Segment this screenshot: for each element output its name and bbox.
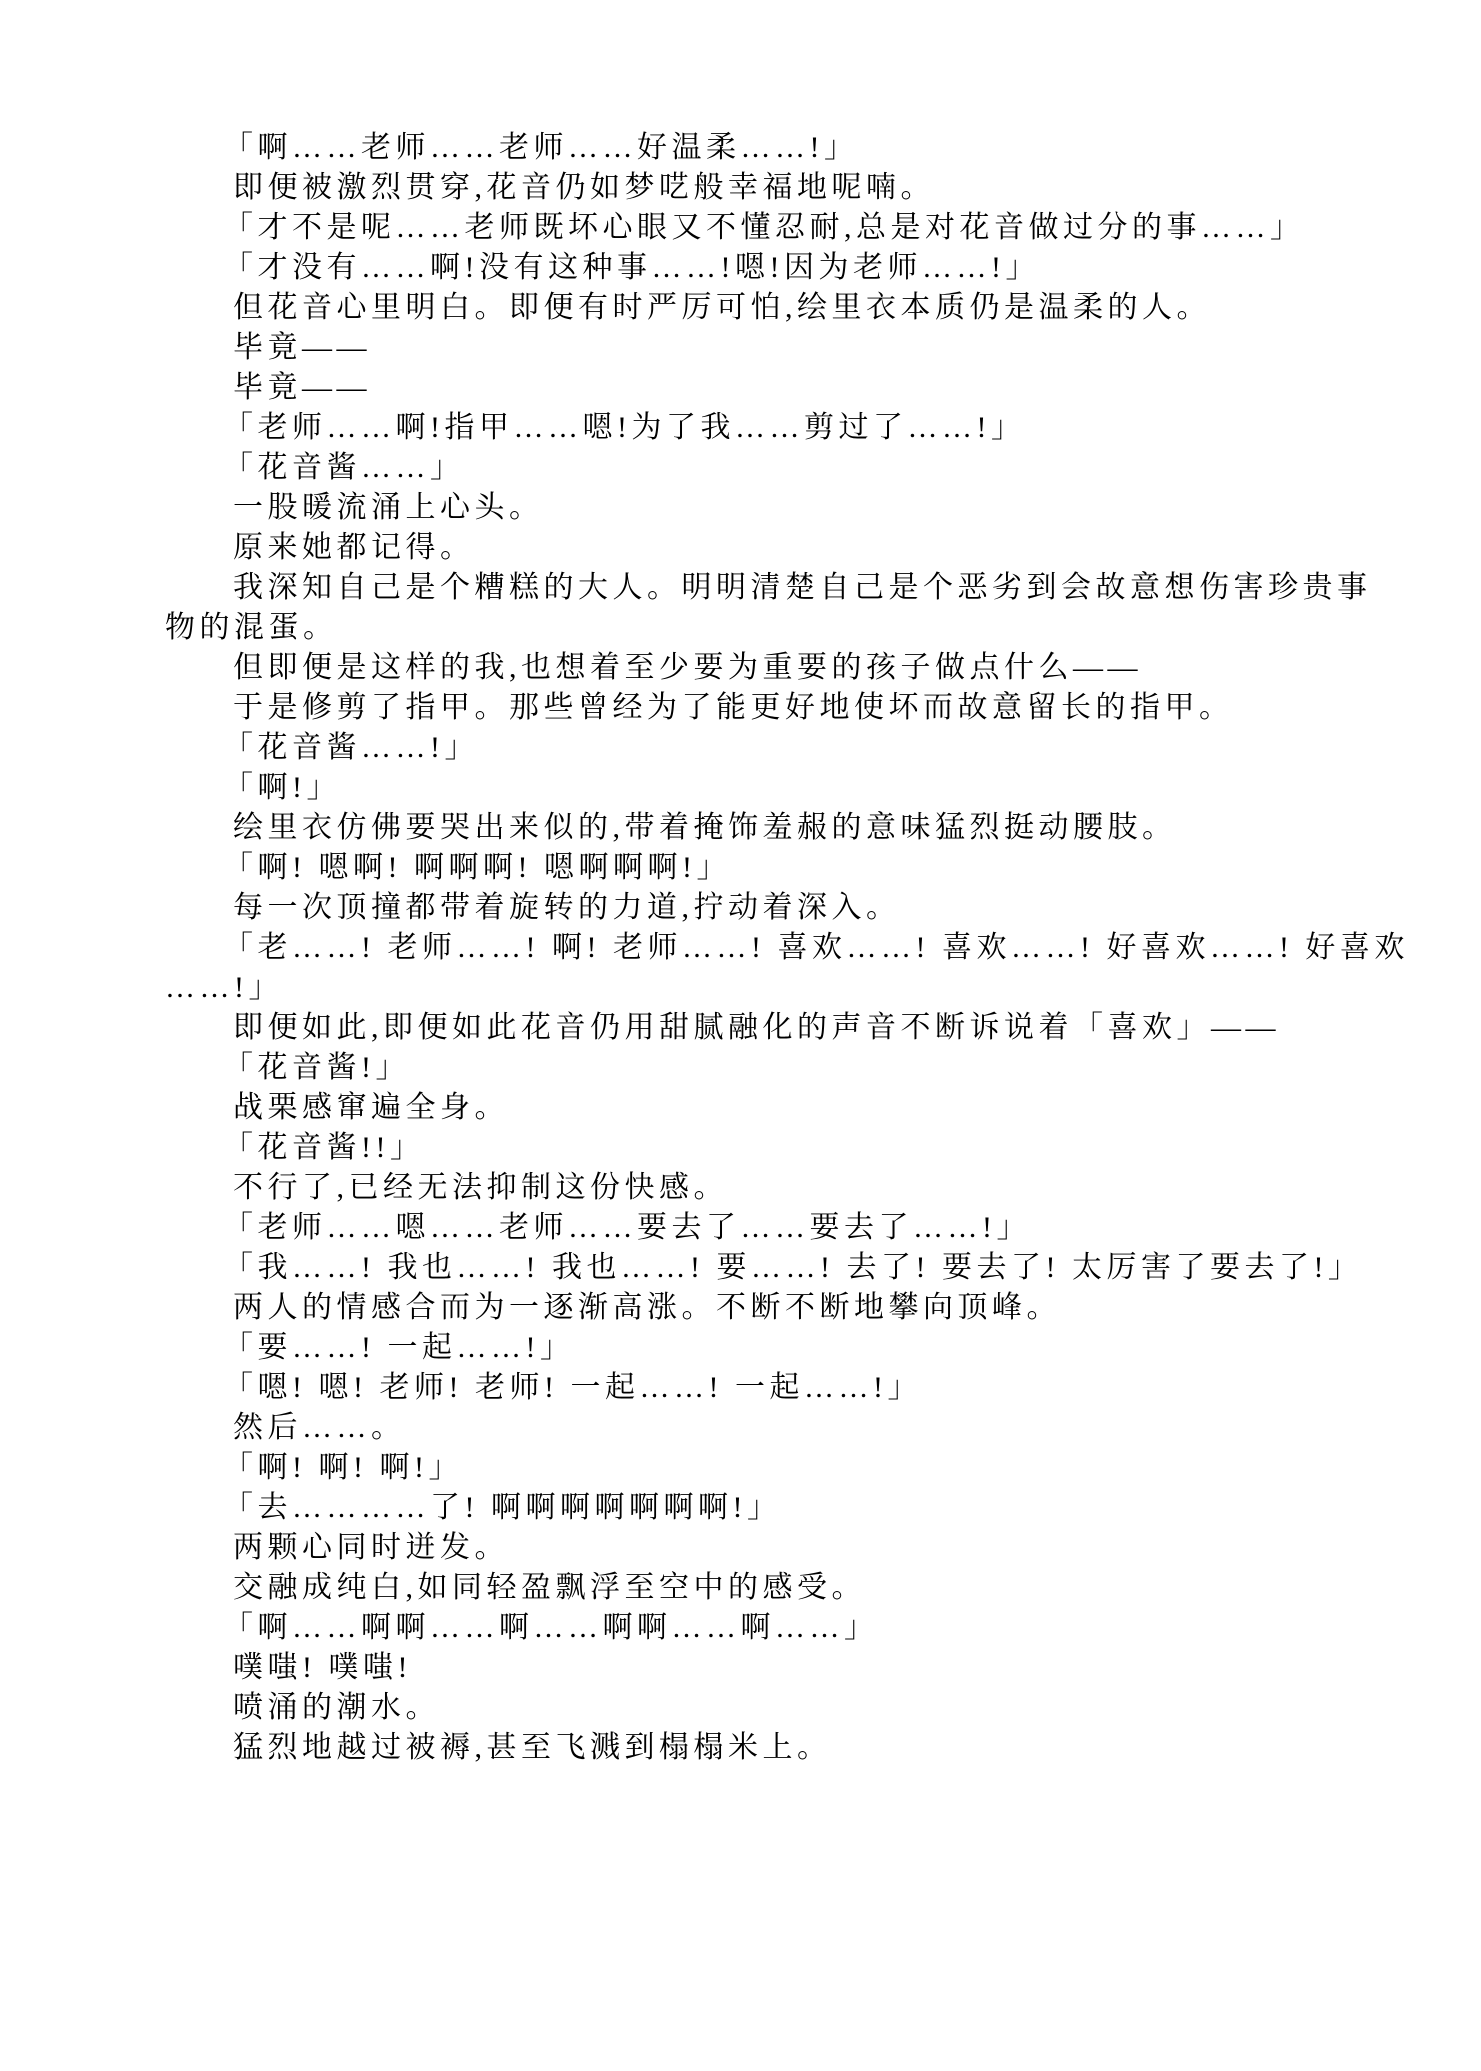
text-line: 「才没有……啊!没有这种事……!嗯!因为老师……!」 [223,251,1040,284]
text-line: 每一次顶撞都带着旋转的力道,拧动着深入。 [233,891,901,924]
text-line: 「我……! 我也……! 我也……! 要……! 去了! 要去了! 太厉害了要去了!」 [223,1251,1363,1284]
text-line: 「花音酱……」 [223,451,465,484]
text-line: 「啊!」 [223,771,341,804]
text-line: 「啊! 嗯啊! 啊啊啊! 嗯啊啊啊!」 [223,851,731,884]
text-line: 战栗感窜遍全身。 [233,1091,509,1124]
text-line: 然后……。 [233,1411,406,1444]
text-line: 两颗心同时迸发。 [233,1531,509,1564]
text-line: 我深知自己是个糟糕的大人。明明清楚自己是个恶劣到会故意想伤害珍贵事 [233,571,1372,604]
text-line: 喷涌的潮水。 [233,1691,440,1724]
text-line: 「才不是呢……老师既坏心眼又不懂忍耐,总是对花音做过分的事……」 [223,211,1305,244]
text-line: 物的混蛋。 [165,611,338,644]
text-line: 原来她都记得。 [233,531,475,564]
text-line: 噗嗤! 噗嗤! [233,1651,412,1684]
text-line: 「啊……啊啊……啊……啊啊……啊……」 [223,1611,879,1644]
text-line: 「要……! 一起……!」 [223,1331,575,1364]
text-line: 但花音心里明白。即便有时严厉可怕,绘里衣本质仍是温柔的人。 [233,291,1211,324]
text-line: 「嗯! 嗯! 老师! 老师! 一起……! 一起……!」 [223,1371,922,1404]
text-line: 但即便是这样的我,也想着至少要为重要的孩子做点什么—— [233,651,1142,684]
text-line: 绘里衣仿佛要哭出来似的,带着掩饰羞赧的意味猛烈挺动腰肢。 [233,811,1177,844]
text-line: 「花音酱……!」 [223,731,479,764]
text-line: 「啊! 啊! 啊!」 [223,1451,463,1484]
text-line: 「花音酱!!」 [223,1131,425,1164]
text-line: 「老师……嗯……老师……要去了……要去了……!」 [223,1211,1031,1244]
text-line: 于是修剪了指甲。那些曾经为了能更好地使坏而故意留长的指甲。 [233,691,1234,724]
text-line: 「老……! 老师……! 啊! 老师……! 喜欢……! 喜欢……! 好喜欢……! 好喜欢 [223,931,1409,964]
text-line: 「啊……老师……老师……好温柔……!」 [223,131,859,164]
text-line: 不行了,已经无法抑制这份快感。 [233,1171,728,1204]
text-line: ……!」 [165,971,283,1004]
text-line: 两人的情感合而为一逐渐高涨。不断不断地攀向顶峰。 [233,1291,1061,1324]
text-line: 猛烈地越过被褥,甚至飞溅到榻榻米上。 [233,1731,832,1764]
text-line: 「去…………了! 啊啊啊啊啊啊啊!」 [223,1491,782,1524]
text-line: 「花音酱!」 [223,1051,410,1084]
text-line: 「老师……啊!指甲……嗯!为了我……剪过了……!」 [223,411,1026,444]
novel-text-block [165,128,1409,1768]
text-line: 即便被激烈贯穿,花音仍如梦呓般幸福地呢喃。 [233,171,935,204]
text-line: 一股暖流涌上心头。 [233,491,544,524]
text-line: 毕竟—— [233,371,371,404]
text-line: 交融成纯白,如同轻盈飘浮至空中的感受。 [233,1571,866,1604]
text-line: 毕竟—— [233,331,371,364]
text-line: 即便如此,即便如此花音仍用甜腻融化的声音不断诉说着「喜欢」—— [233,1011,1280,1044]
